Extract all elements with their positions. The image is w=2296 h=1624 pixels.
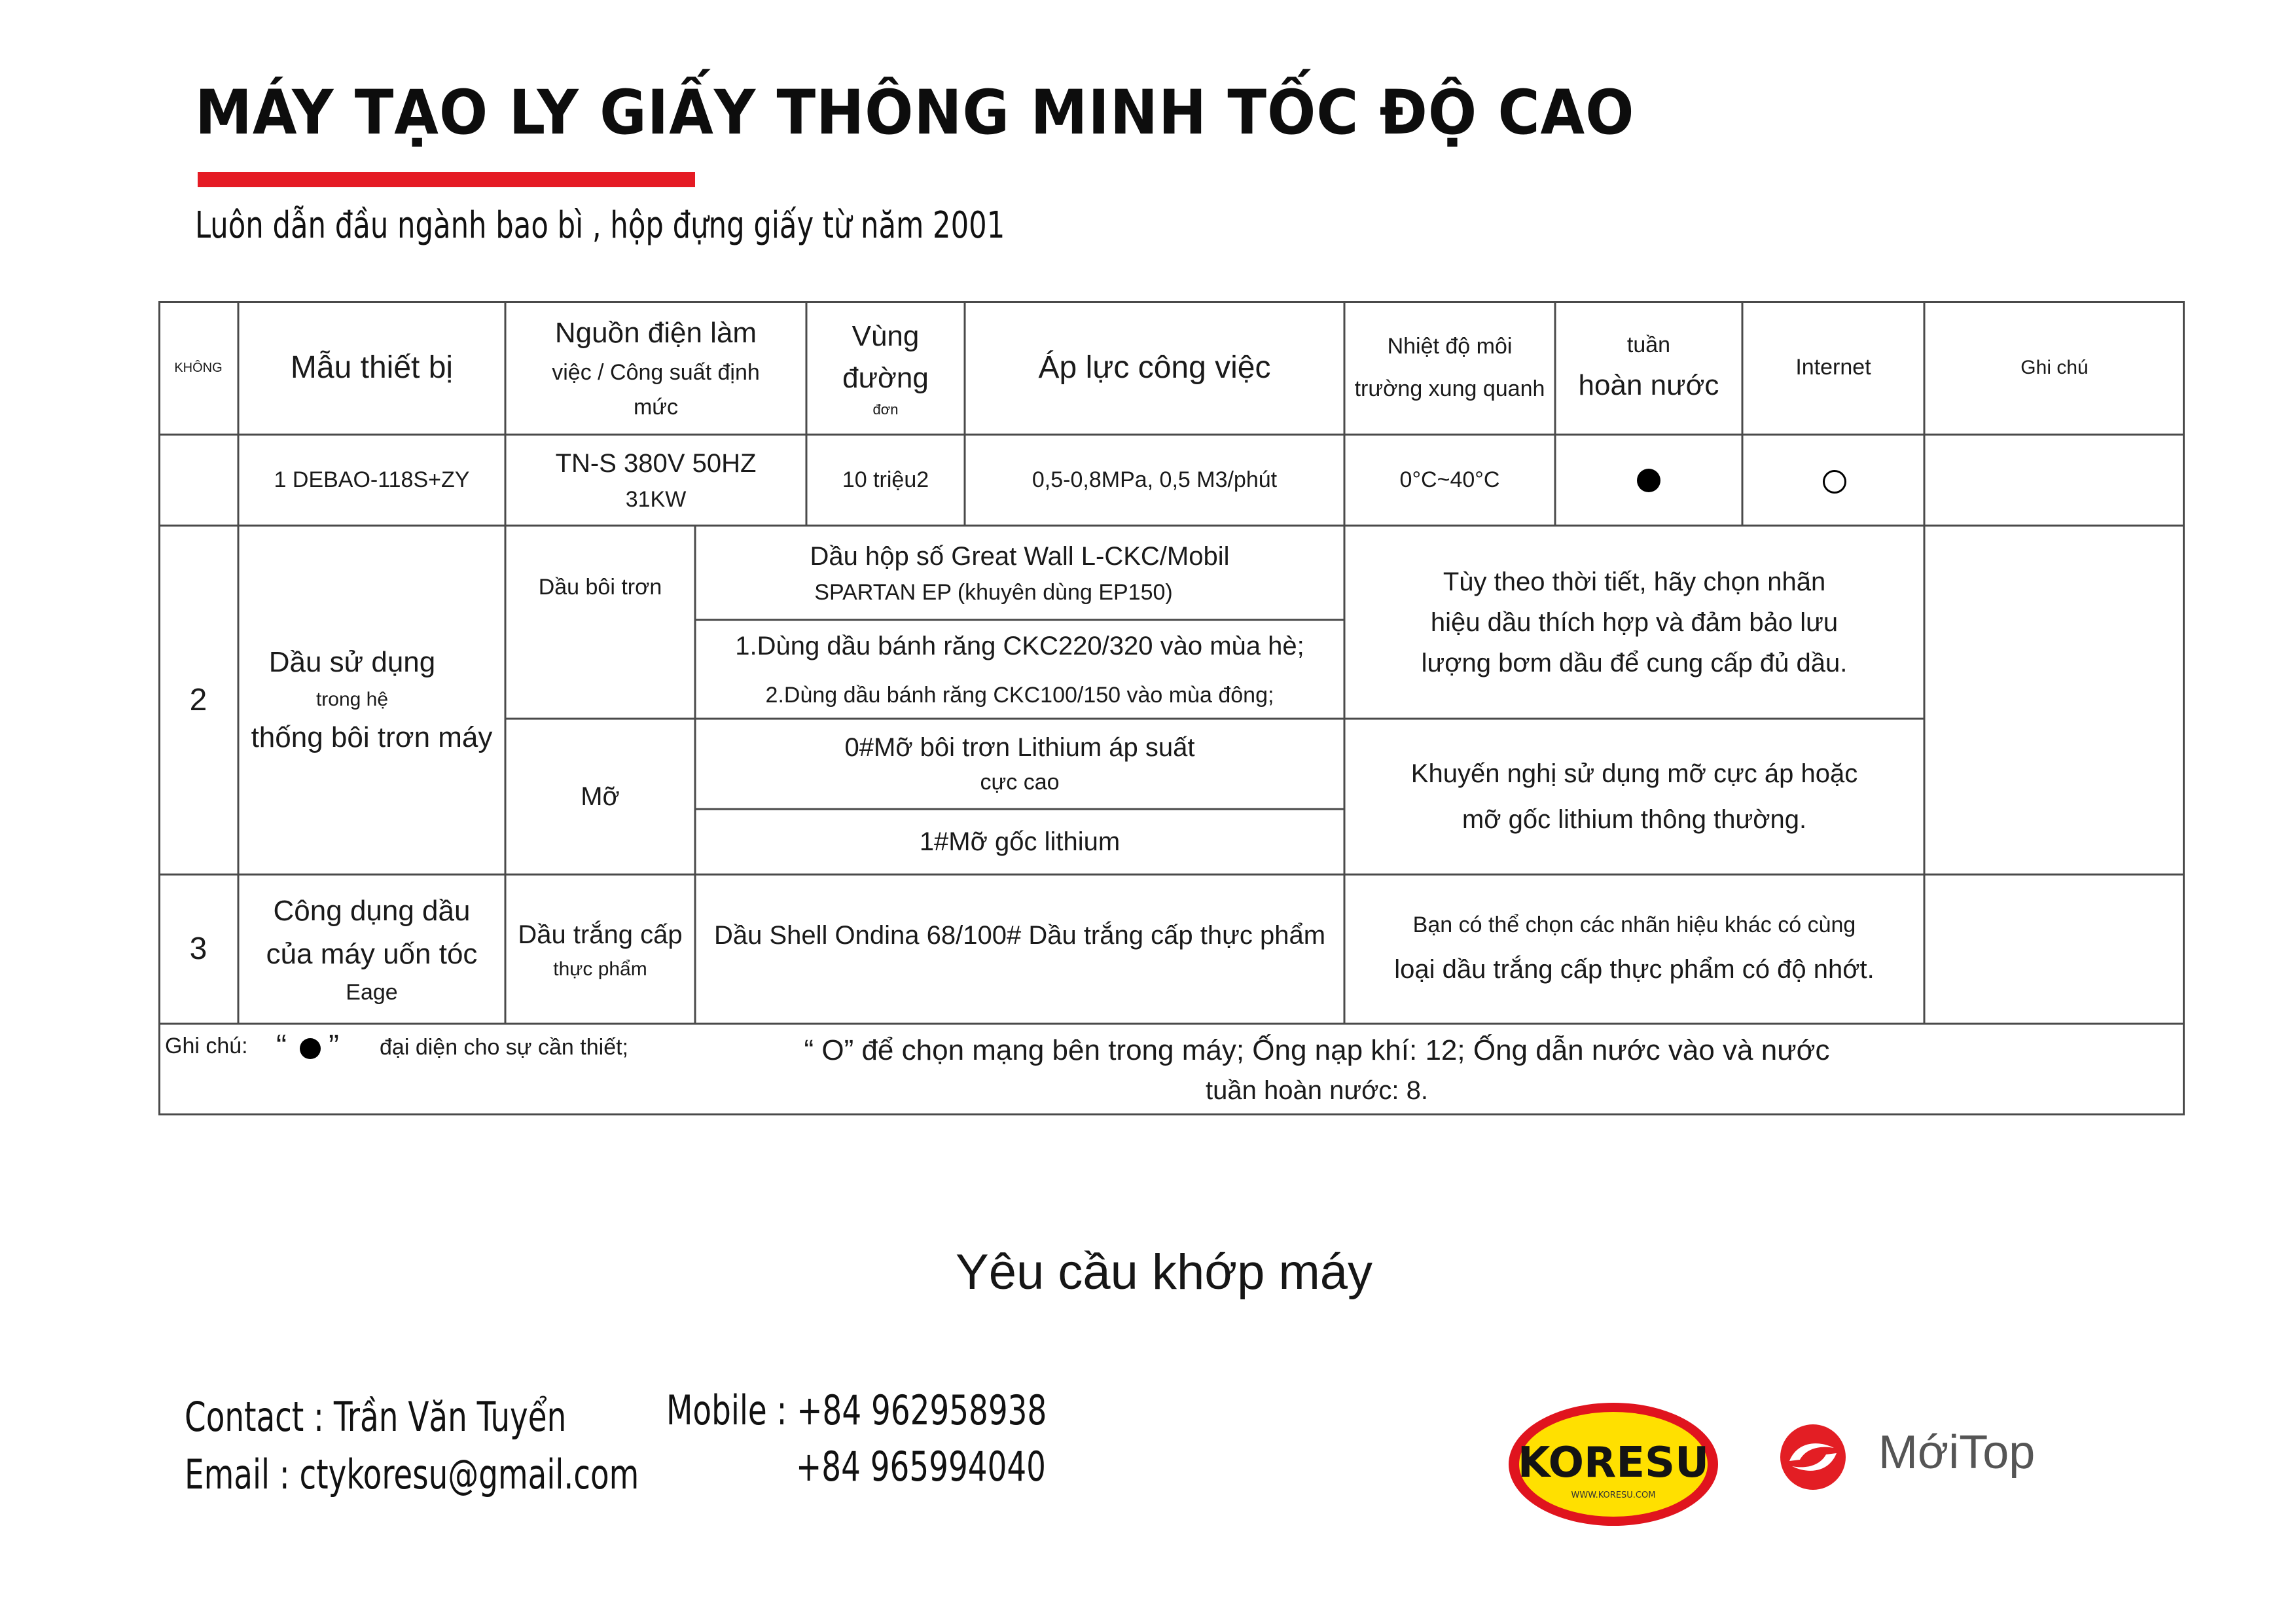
header-model: Mẫu thiết bị — [290, 350, 454, 386]
moitop-swirl-icon — [1778, 1422, 1848, 1492]
grease-note-line2: mỡ gốc lithium thông thường. — [1462, 805, 1807, 834]
grease-product — [695, 719, 1344, 809]
spec-table — [158, 301, 2185, 1115]
footnote-quote-close: ” — [329, 1029, 339, 1064]
header-pressure: Áp lực công việc — [1038, 350, 1271, 386]
row2-number: 2 — [189, 682, 207, 717]
header-circulation-line1: tuần — [1626, 332, 1671, 357]
header-circulation-line2: hoàn nước — [1578, 369, 1719, 401]
lubricant-note — [1344, 526, 1924, 719]
grease-product-line1: 0#Mỡ bôi trơn Lithium áp suất — [844, 733, 1195, 763]
contact-mobile-1: Mobile : +84 962958938 — [666, 1386, 1047, 1434]
page-title: MÁY TẠO LY GIẤY THÔNG MINH TỐC ĐỘ CAO — [195, 77, 1635, 149]
footnote-text — [695, 1024, 1939, 1115]
row2-label — [238, 526, 505, 875]
optional-circle-icon — [1823, 470, 1846, 494]
lubricant-winter: 2.Dùng dầu bánh răng CKC100/150 vào mùa đông; — [765, 682, 1274, 708]
row1-power-line1: TN-S 380V 50HZ — [555, 449, 757, 478]
header-temperature — [1344, 301, 1555, 435]
footnote-dot-icon — [300, 1038, 321, 1059]
header-range-unit: đơn — [872, 401, 899, 418]
header-power-line2: việc / Công suất định — [552, 360, 760, 386]
footnote-quote-open: “ — [276, 1029, 287, 1064]
row2-label-line3: thống bôi trơn máy — [251, 721, 493, 753]
page-subtitle: Luôn dẫn đầu ngành bao bì , hộp đựng giấy từ năm 2001 — [195, 204, 1005, 247]
grease-note-line1: Khuyến nghị sử dụng mỡ cực áp hoặc — [1410, 759, 1858, 788]
row3-note-line1: Bạn có thể chọn các nhãn hiệu khác có cùng — [1412, 912, 1856, 938]
row3-number: 3 — [189, 931, 207, 967]
row3-label-line2: của máy uốn tóc — [266, 937, 478, 970]
lubricant-product-line1: Dầu hộp số Great Wall L-CKC/Mobil — [810, 541, 1230, 571]
footnote-dot-meaning: đại diện cho sự cần thiết; — [380, 1035, 628, 1060]
row2-label-line2: trong hệ — [315, 689, 389, 711]
header-range-label: Vùng đường — [842, 320, 929, 395]
lubricant-note-line1: Tùy theo thời tiết, hãy chọn nhãn — [1443, 567, 1826, 596]
header-internet: Internet — [1795, 355, 1871, 380]
lubricant-product — [695, 526, 1344, 620]
footnote-line2: tuần hoàn nước: 8. — [1206, 1075, 1428, 1105]
moitop-brand-name: MớiTop — [1878, 1426, 2036, 1479]
koresu-logo-url: WWW.KORESU.COM — [1571, 1490, 1656, 1500]
row3-label-line1: Công dụng dầu — [273, 894, 471, 927]
header-temperature-line2: trường xung quanh — [1354, 376, 1545, 401]
table-caption: Yêu cầu khớp máy — [956, 1244, 1373, 1300]
row3-category — [505, 875, 695, 1024]
header-notes: Ghi chú — [2020, 357, 2089, 379]
header-range — [806, 301, 965, 435]
grease-alternative: 1#Mỡ gốc lithium — [919, 827, 1121, 856]
header-circulation — [1555, 301, 1742, 435]
required-dot-icon — [1637, 469, 1660, 492]
koresu-logo — [1505, 1399, 1721, 1529]
lubricant-product-line2: SPARTAN EP (khuyên dùng EP150) — [814, 579, 1173, 605]
row3-note-line2: loại dầu trắng cấp thực phẩm có độ nhớt. — [1394, 954, 1874, 984]
lubricant-summer: 1.Dùng dầu bánh răng CKC220/320 vào mùa hè; — [735, 632, 1304, 660]
footnote-line1: “ O” để chọn mạng bên trong máy; Ống nạp khí: 12; Ống dẫn nước vào và nước — [804, 1034, 1830, 1067]
header-power-line3: mức — [633, 395, 679, 420]
lubricant-note-line2: hiệu dầu thích hợp và đảm bảo lưu — [1430, 607, 1839, 637]
lubricant-label: Dầu bôi trơn — [538, 575, 662, 600]
row3-category-line2: thực phẩm — [553, 958, 647, 980]
row3-category-line1: Dầu trắng cấp — [518, 920, 683, 949]
row3-label — [238, 875, 505, 1024]
header-no: KHÔNG — [174, 360, 223, 375]
row1-power — [505, 435, 806, 526]
row3-label-line3: Eage — [346, 979, 398, 1005]
footnote-label: Ghi chú: — [165, 1034, 248, 1059]
row1-model: 1 DEBAO-118S+ZY — [274, 467, 470, 492]
header-temperature-line1: Nhiệt độ môi — [1387, 334, 1513, 359]
row1-range: 10 triệu2 — [842, 467, 929, 492]
title-underline — [198, 172, 695, 187]
row1-pressure: 0,5-0,8MPa, 0,5 M3/phút — [1031, 467, 1278, 492]
row2-label-line1: Dầu sử dụng — [268, 646, 436, 679]
header-power — [505, 301, 806, 435]
header-power-line1: Nguồn điện làm — [554, 317, 757, 350]
contact-name: Contact : Trần Văn Tuyển — [185, 1393, 567, 1441]
contact-mobile-2: +84 965994040 — [796, 1443, 1046, 1490]
koresu-logo-text: KORESU — [1517, 1439, 1710, 1487]
lubricant-note-line3: lượng bơm dầu để cung cấp đủ dầu. — [1421, 648, 1848, 677]
grease-note — [1344, 719, 1924, 875]
row1-power-line2: 31KW — [625, 487, 687, 512]
row1-temperature: 0°C~40°C — [1399, 467, 1500, 492]
grease-label: Mỡ — [581, 782, 620, 811]
grease-product-line2: cực cao — [980, 770, 1060, 795]
row3-content: Dầu Shell Ondina 68/100# Dầu trắng cấp thực phẩm — [713, 921, 1326, 950]
row3-note — [1344, 875, 1924, 1024]
contact-email: Email : ctykoresu@gmail.com — [185, 1451, 639, 1498]
